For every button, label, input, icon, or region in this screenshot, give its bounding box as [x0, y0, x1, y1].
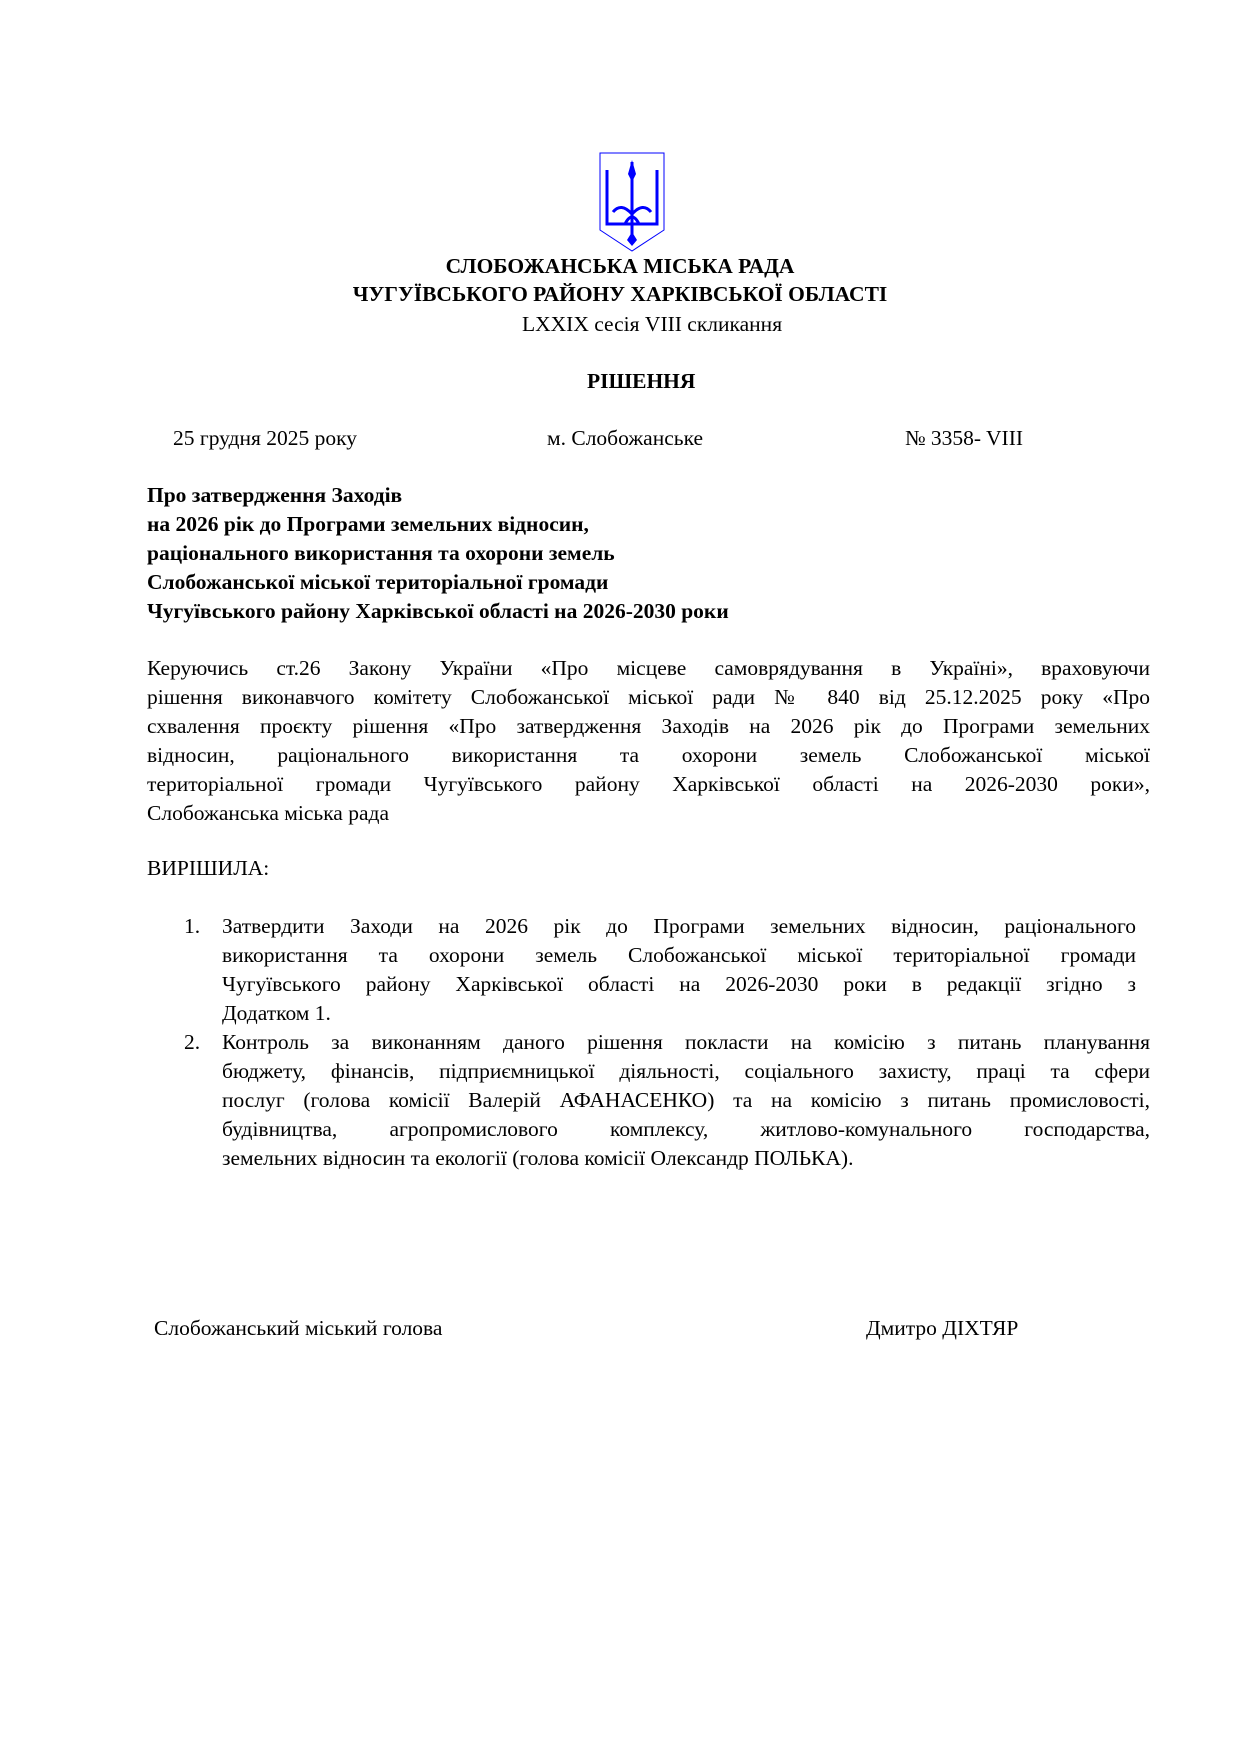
list-number: 1.	[184, 914, 201, 938]
document-date: 25 грудня 2025 року	[173, 426, 358, 450]
document-place: м. Слобожанське	[547, 426, 704, 450]
list-item-line: Контроль за виконанням даного рішення покласти на комісію з питань планування	[222, 1030, 1150, 1054]
list-item-line: послуг (голова комісії Валерій АФАНАСЕНКО) та на комісію з питань промисловості,	[222, 1088, 1150, 1112]
document-type: РІШЕННЯ	[587, 369, 696, 393]
preamble-line: відносин, раціонального використання та охорони земель Слобожанської міської	[147, 743, 1150, 767]
preamble-line: Слобожанська міська рада	[147, 801, 390, 825]
preamble-line: рішення виконавчого комітету Слобожанської міської ради № 840 від 25.12.2025 року «Про	[147, 685, 1150, 709]
list-item-line: земельних відносин та екології (голова комісії Олександр ПОЛЬКА).	[222, 1146, 854, 1170]
preamble-line: територіальної громади Чугуївського району Харківської області на 2026-2030 роки»,	[147, 772, 1150, 796]
subject-line: на 2026 рік до Програми земельних відносин,	[147, 512, 589, 536]
list-item-line: будівництва, агропромислового комплексу, житлово-комунального господарства,	[222, 1117, 1150, 1141]
subject-line: Про затвердження Заходів	[147, 483, 403, 507]
session-line: LXXIX сесія VIII скликання	[522, 312, 783, 336]
signatory-name: Дмитро ДІХТЯР	[866, 1316, 1019, 1340]
list-item-line: Затвердити Заходи на 2026 рік до Програми земельних відносин, раціонального	[222, 914, 1136, 938]
subject-line: Чугуївського району Харківської області на 2026-2030 роки	[147, 599, 729, 623]
region-name: ЧУГУЇВСЬКОГО РАЙОНУ ХАРКІВСЬКОЇ ОБЛАСТІ	[352, 282, 888, 306]
resolved-heading: ВИРІШИЛА:	[147, 856, 270, 880]
council-name: СЛОБОЖАНСЬКА МІСЬКА РАДА	[445, 254, 795, 278]
signatory-position: Слобожанський міський голова	[154, 1316, 443, 1340]
list-number: 2.	[184, 1030, 201, 1054]
list-item-line: Додатком 1.	[222, 1001, 331, 1025]
coat-of-arms-trident-icon	[599, 152, 665, 252]
subject-line: раціонального використання та охорони земель	[147, 541, 615, 565]
document-number: № 3358- VIII	[905, 426, 1024, 450]
list-item-line: Чугуївського району Харківської області на 2026-2030 роки в редакції згідно з	[222, 972, 1136, 996]
list-item-line: використання та охорони земель Слобожанської міської територіальної громади	[222, 943, 1136, 967]
preamble-line: схвалення проєкту рішення «Про затвердження Заходів на 2026 рік до Програми земельних	[147, 714, 1150, 738]
preamble-line: Керуючись ст.26 Закону України «Про місцеве самоврядування в Україні», враховуючи	[147, 656, 1150, 680]
subject-line: Слобожанської міської територіальної громади	[147, 570, 609, 594]
list-item-line: бюджету, фінансів, підприємницької діяльності, соціального захисту, праці та сфери	[222, 1059, 1150, 1083]
